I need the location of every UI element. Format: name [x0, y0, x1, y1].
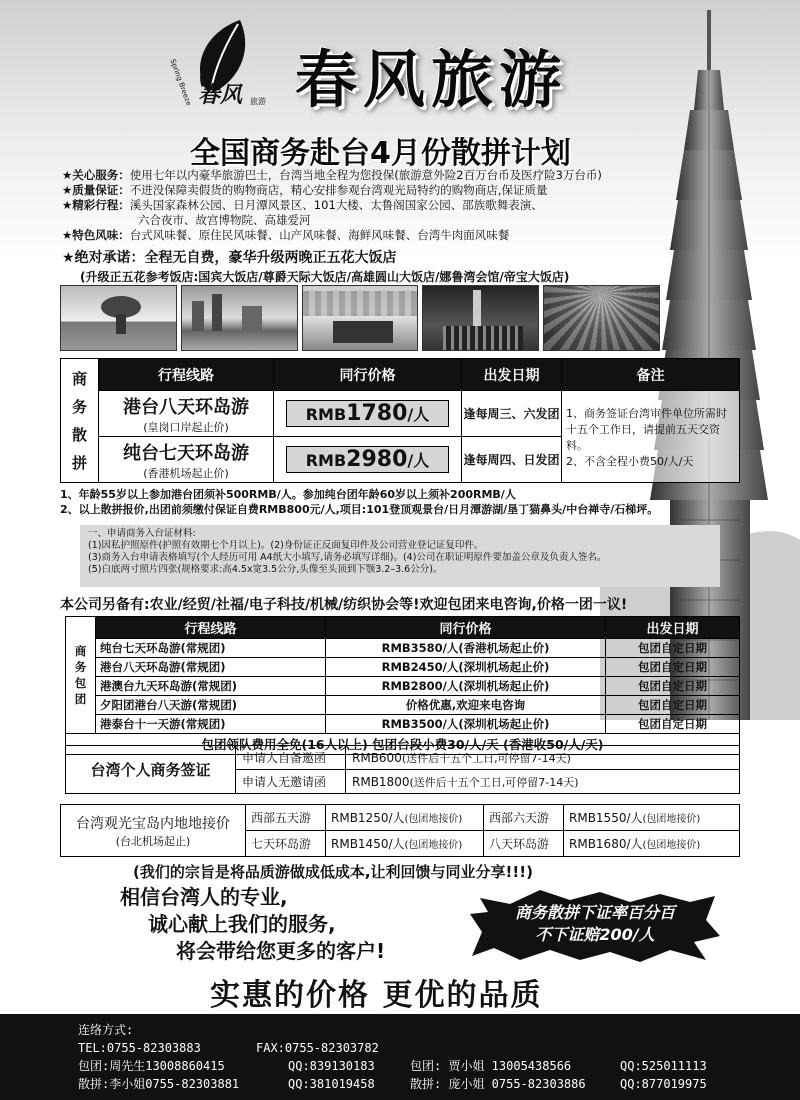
column-header: 同行价格 — [326, 617, 606, 639]
local-title-cell — [61, 805, 246, 857]
route-sub: (皇岗口岸起止价) — [143, 420, 229, 434]
trust-statement: 相信台湾人的专业, 诚心献上我们的服务, 将会带给您更多的客户! — [120, 885, 386, 963]
group-side-label: 商务包团 — [66, 617, 96, 734]
promise-line: ★绝对承诺：全程无自费，豪华升级两晚正五花大饭店 — [62, 250, 397, 266]
column-header: 出发日期 — [462, 359, 562, 391]
route-sub: (香港机场起止价) — [143, 466, 229, 480]
table-row — [61, 391, 740, 437]
feature-text-continued: 六合夜市、故宫博物院、高雄爱河 — [138, 213, 311, 227]
price-value: 2980 — [346, 447, 408, 472]
contact-group-1: 包团:周先生13008860415 — [78, 1059, 225, 1073]
table-row: 夕阳团港台八天游(常规团) 价格优惠,欢迎来电咨询 包团自定日期 — [66, 696, 740, 715]
photo-strip — [60, 285, 660, 351]
guarantee-text: 商务散拼下证率百分百 不下证赔200/人 — [514, 903, 675, 944]
quality-tagline: 实惠的价格 更优的品质 — [210, 978, 543, 1013]
note-line: 1、年龄55岁以上参加港台团须补500RMB/人。参加纯台团年龄60岁以上须补200RMB/人 — [60, 488, 516, 501]
visa-price-cell: RMB1800(送件后十五个工日,可停留7-14天) — [346, 770, 740, 794]
feature-text: 台式风味餐、原住民风味餐、山产风味餐、海鲜风味餐、台湾牛肉面风味餐 — [129, 228, 510, 242]
feature-item — [62, 183, 682, 198]
photo-harbor-city — [181, 285, 298, 351]
surcharge-notes — [60, 487, 658, 517]
photo-temple-dome — [543, 285, 660, 351]
note-line: 2、以上散拼报价,出团前须缴付保证自费RMB800元/人,项目:101登顶观景台/日月潭游湖/垦丁猫鼻头/中台禅寺/石梯坪。 — [60, 503, 659, 516]
logo-arc-text: Spring Breeze — [168, 58, 193, 107]
column-header: 出发日期 — [606, 617, 740, 639]
route-cell — [99, 391, 274, 437]
contact-fax: FAX:0755-82303782 — [256, 1041, 379, 1055]
local-title: 台湾观光宝岛内地地接价 — [76, 815, 230, 832]
contact-sanpin-1: 散拼:李小姐0755-82303881 — [78, 1077, 240, 1091]
scattered-tour-table — [60, 358, 740, 483]
note-line: 2、不含全程小费50/人/天 — [566, 454, 694, 468]
apply-item: (1)因私护照原件(护照有效期七个月以上)。(2)身份证正反面复印件及公司营业登记证复印件。 — [88, 540, 484, 551]
feature-label: ★关心服务： — [62, 168, 130, 182]
slogan-line: (我们的宗旨是将品质游做成低成本,让利回馈与同业分享!!!) — [133, 863, 533, 881]
column-header: 行程线路 — [96, 617, 326, 639]
price-box: RMB1780/人 — [286, 400, 449, 427]
contact-qq: QQ:525011113 — [620, 1059, 707, 1073]
visa-title: 台湾个人商务签证 — [66, 746, 236, 794]
feature-list — [62, 168, 682, 243]
price-cell — [274, 391, 462, 437]
feature-label: ★精彩行程： — [62, 198, 130, 212]
note-line: 1、商务签证台湾审件单位所需时十五个工作日，请提前五天交资料。 — [566, 406, 727, 452]
feature-item — [62, 228, 682, 243]
note-cell — [562, 391, 740, 483]
contact-sanpin-2: 散拼: 庞小姐 0755-82303886 — [410, 1077, 586, 1091]
contact-group-2: 包团: 贾小姐 13005438566 — [410, 1059, 572, 1073]
visa-price-cell: RMB600(送件后十五个工日,可停留7-14天) — [346, 746, 740, 770]
visa-table — [65, 745, 740, 794]
photo-mountain-train — [302, 285, 419, 351]
photo-night-skyline — [422, 285, 539, 351]
visa-type: 申请人自备邀函 — [236, 746, 346, 770]
group-tour-table — [65, 616, 740, 755]
photo-rock-beach — [60, 285, 177, 351]
route-name: 纯台七天环岛游 — [123, 442, 249, 464]
contact-title: 连络方式: — [78, 1023, 134, 1037]
apply-item: (5)白底两寸照片四张(规格要求:高4.5x宽3.5公分,头像至头顶到下颚3.2–3.6公分)。 — [88, 564, 443, 575]
logo-text: 春风 — [198, 82, 243, 108]
column-header: 行程线路 — [99, 359, 274, 391]
logo-small-text: 旅游 — [250, 97, 266, 106]
price-cell — [274, 437, 462, 483]
association-line: 本公司另备有:农业/经贸/社福/电子科技/机械/纺织协会等!欢迎包团来电咨询,价格一团一议! — [60, 597, 628, 613]
date-cell: 逢每周三、六发团 — [462, 391, 562, 437]
route-name: 港台八天环岛游 — [123, 396, 249, 418]
table-row: 港台八天环岛游(常规团) RMB2450/人(深圳机场起止价) 包团自定日期 — [66, 658, 740, 677]
apply-title: 一、申请商务入台证材料: — [88, 528, 196, 539]
table-row — [66, 746, 740, 770]
feature-item — [62, 168, 682, 183]
feature-text: 不进没保障卖假货的购物商店，精心安排参观台湾观光局特约的购物商店,保证质量 — [129, 183, 548, 197]
brand-title: 春风旅游 — [295, 43, 568, 116]
column-header: 同行价格 — [274, 359, 462, 391]
local-sub: (台北机场起止) — [115, 834, 191, 848]
contact-qq: QQ:381019458 — [288, 1077, 375, 1091]
page-headline: 全国商务赴台4月份散拼计划 — [190, 136, 571, 171]
contact-qq: QQ:877019975 — [620, 1077, 707, 1091]
contact-qq: QQ:839130183 — [288, 1059, 375, 1073]
feature-item — [62, 198, 682, 213]
price-value: 1780 — [346, 401, 408, 426]
table-row: 纯台七天环岛游(常规团) RMB3580/人(香港机场起止价) 包团自定日期 — [66, 639, 740, 658]
feature-label: ★特色风味： — [62, 228, 130, 242]
table-row: 七天环岛游 RMB1450/人(包团地接价) 八天环岛游 RMB1680/人(包团地接价) — [61, 831, 740, 857]
table-side-label: 商 务 散 拼 — [61, 359, 99, 483]
column-header: 备注 — [562, 359, 740, 391]
apply-item: (3)商务入台申请表格填写(个人经历可用 A4纸大小填写,请务必填写详细)。(4)公司在职证明原件要加盖公章及负责人签名。 — [88, 552, 607, 563]
hotel-line: (升级正五花参考饭店:国宾大饭店/尊爵天际大饭店/高雄圆山大饭店/娜鲁湾会馆/帝宝大饭店) — [80, 270, 570, 284]
date-cell: 逢每周四、日发团 — [462, 437, 562, 483]
visa-type: 申请人无邀请函 — [236, 770, 346, 794]
application-materials-box — [80, 525, 720, 587]
group-footer: 包团领队费用全免(16人以上) 包团台段小费30/人/天 (香港收50/人/天) — [66, 734, 740, 755]
contact-tel: TEL:0755-82303883 — [78, 1041, 201, 1055]
route-cell — [99, 437, 274, 483]
feature-text: 使用七年以内豪华旅游巴士，台湾当地全程为您投保(旅游意外险2百万台币及医疗险3万台币) — [129, 168, 602, 182]
table-row: 港泰台十一天游(常规团) RMB3500/人(深圳机场起止价) 包团自定日期 — [66, 715, 740, 734]
table-row: 台湾观光宝岛内地地接价 (台北机场起止) 西部五天游 RMB1250/人(包团地接价) 西部六天游 RMB1550/人(包团地接价) — [61, 805, 740, 831]
feature-label: ★质量保证： — [62, 183, 130, 197]
table-row: 港澳台九天环岛游(常规团) RMB2800/人(深圳机场起止价) 包团自定日期 — [66, 677, 740, 696]
local-reception-table — [60, 804, 740, 857]
price-box: RMB2980/人 — [286, 446, 449, 473]
contact-footer — [0, 1014, 800, 1100]
feature-text: 溪头国家森林公园、日月潭风景区、101大楼、太鲁阁国家公园、邵族歌舞表演、 — [129, 198, 543, 212]
